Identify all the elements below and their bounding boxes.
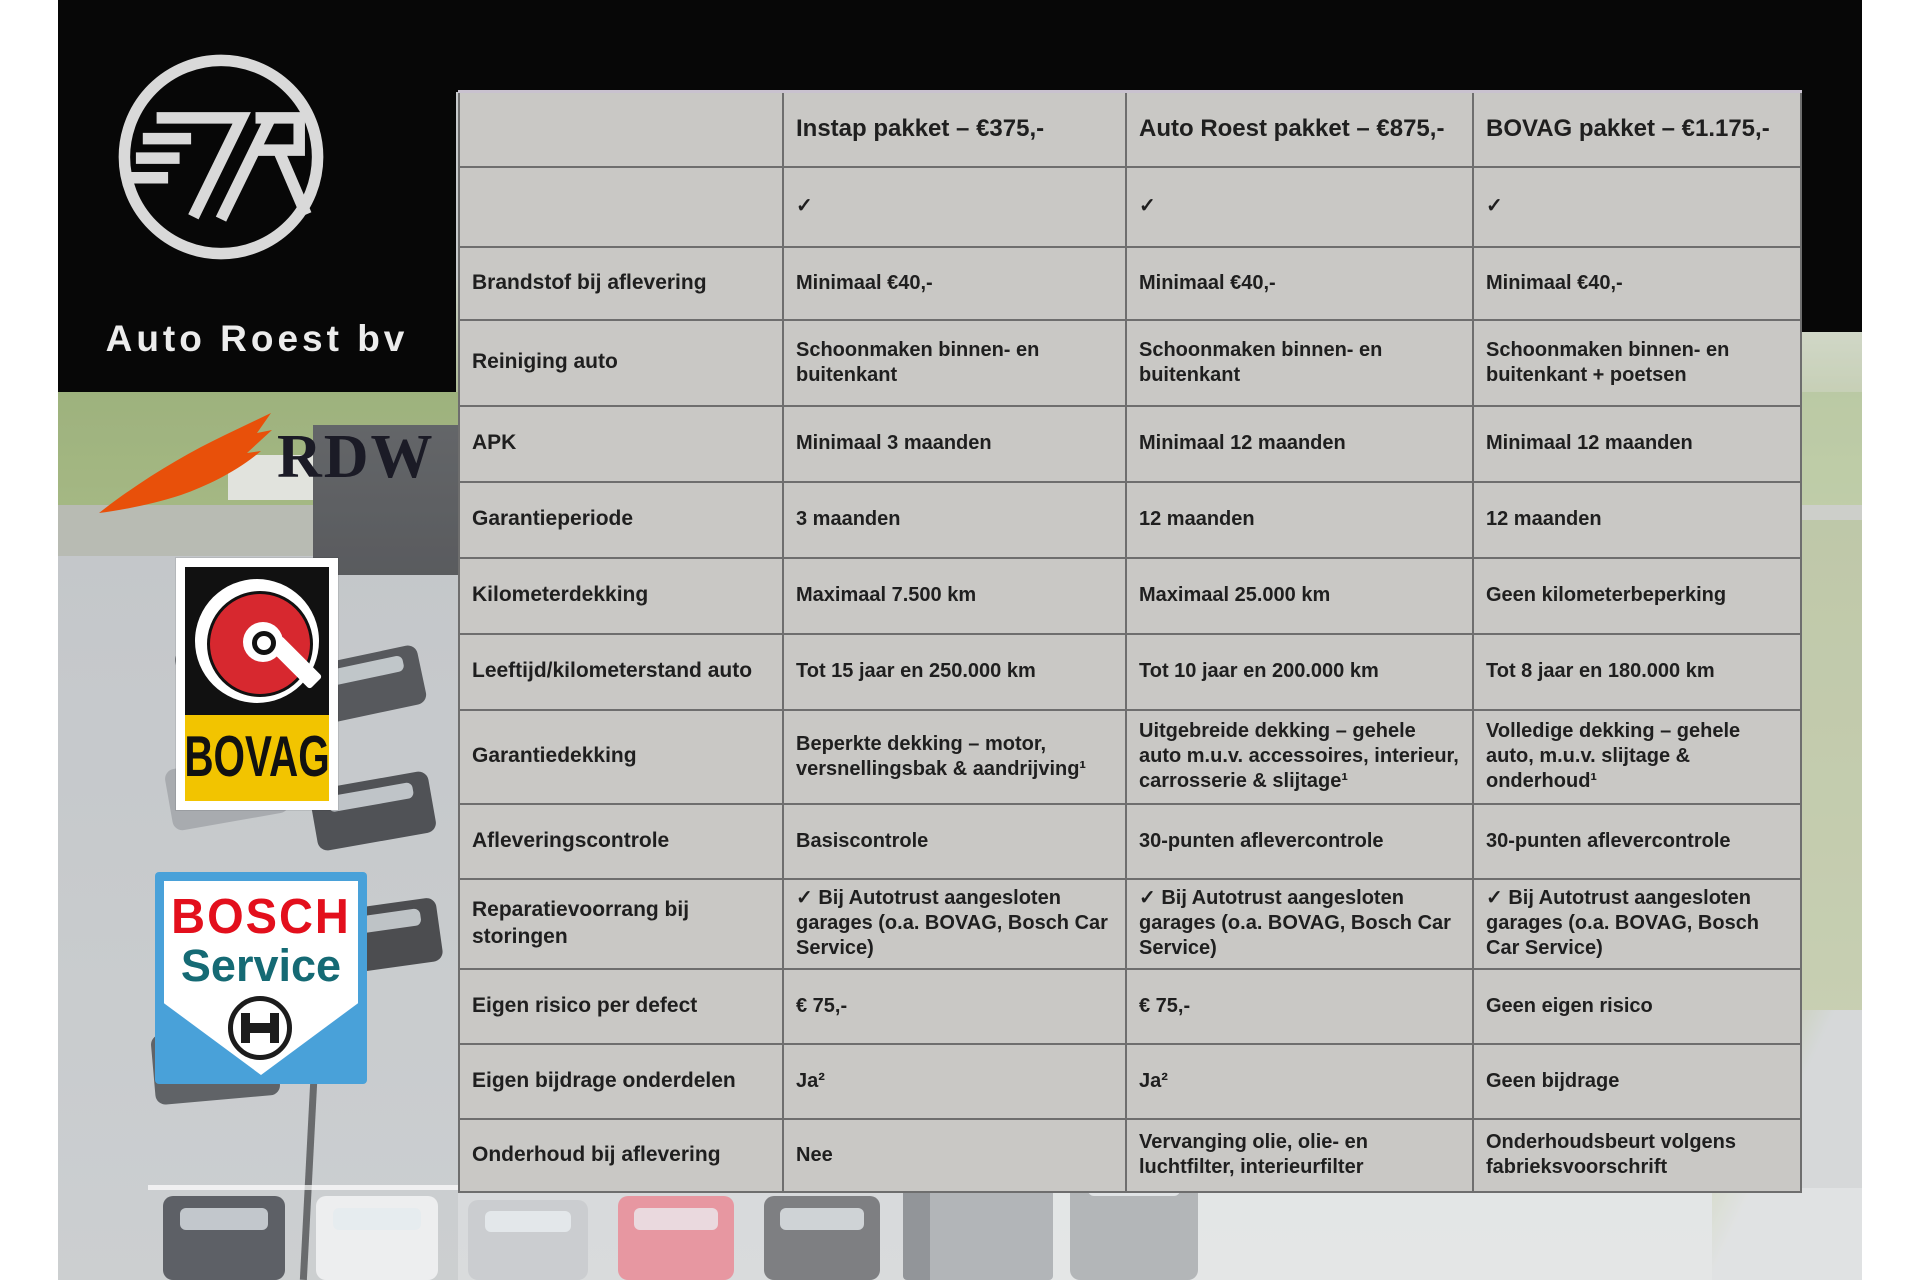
- cell: Minimaal €40,-: [1126, 247, 1473, 320]
- header-bovag-pakket: BOVAG pakket – €1.175,-: [1473, 92, 1801, 167]
- bovag-wordmark: BOVAG: [184, 725, 330, 790]
- row-label: Kilometerdekking: [459, 558, 783, 634]
- row-label: Garantieperiode: [459, 482, 783, 558]
- table-row-afleveringscontrole: [459, 804, 1801, 879]
- cell: Beperkte dekking – motor, versnellingsbak & aandrijving¹: [783, 710, 1126, 804]
- bosch-service-logo: [155, 872, 367, 1084]
- row-label: Garantiedekking: [459, 710, 783, 804]
- row-label: [459, 167, 783, 247]
- cell: Uitgebreide dekking – gehele auto m.u.v. accessoires, interieur, carrosserie & slijtage¹: [1126, 710, 1473, 804]
- cell: Tot 15 jaar en 250.000 km: [783, 634, 1126, 710]
- rdw-wing-icon: [95, 408, 280, 518]
- cell: 3 maanden: [783, 482, 1126, 558]
- cell: Volledige dekking – gehele auto, m.u.v. slijtage & onderhoud¹: [1473, 710, 1801, 804]
- cell: Ja²: [783, 1044, 1126, 1119]
- cell: Maximaal 7.500 km: [783, 558, 1126, 634]
- bosch-armature-icon: [228, 996, 292, 1060]
- cell: Minimaal €40,-: [1473, 247, 1801, 320]
- row-label: Leeftijd/kilometerstand auto: [459, 634, 783, 710]
- row-label: Afleveringscontrole: [459, 804, 783, 879]
- bovag-wrench-icon: [185, 567, 329, 715]
- table-row-included: [459, 167, 1801, 247]
- cell: 30-punten aflevercontrole: [1126, 804, 1473, 879]
- rdw-wordmark: RDW: [277, 423, 435, 491]
- table-row-eigen-bijdrage: [459, 1044, 1801, 1119]
- table-row-kilometerdekking: [459, 558, 1801, 634]
- table-row-eigen-risico: [459, 969, 1801, 1044]
- cell: Geen eigen risico: [1473, 969, 1801, 1044]
- checkmark-cell: ✓: [1126, 167, 1473, 247]
- table-header-row: [459, 92, 1801, 167]
- table-row-brandstof: [459, 247, 1801, 320]
- company-name: Auto Roest bv: [105, 318, 409, 359]
- auto-roest-logo-box: [58, 0, 456, 392]
- table-row-onderhoud: [459, 1119, 1801, 1192]
- cell: € 75,-: [1126, 969, 1473, 1044]
- cell: Tot 8 jaar en 180.000 km: [1473, 634, 1801, 710]
- table-row-apk: [459, 406, 1801, 482]
- table-row-leeftijd: [459, 634, 1801, 710]
- cell: Minimaal 12 maanden: [1126, 406, 1473, 482]
- cell: Geen kilometerbeperking: [1473, 558, 1801, 634]
- photo-wash-overlay: [458, 1188, 1862, 1280]
- cell: ✓ Bij Autotrust aangesloten garages (o.a. BOVAG, Bosch Car Service): [1126, 879, 1473, 969]
- cell: Minimaal €40,-: [783, 247, 1126, 320]
- cell: ✓ Bij Autotrust aangesloten garages (o.a. BOVAG, Bosch Car Service): [783, 879, 1126, 969]
- header-empty: [459, 92, 783, 167]
- row-label: APK: [459, 406, 783, 482]
- cell: Nee: [783, 1119, 1126, 1192]
- rdw-logo: [95, 408, 435, 518]
- bosch-service-wordmark: Service: [180, 940, 342, 991]
- auto-roest-monogram-icon: [106, 42, 336, 272]
- header-auto-roest-pakket: Auto Roest pakket – €875,-: [1126, 92, 1473, 167]
- table-row-reparatievoorrang: [459, 879, 1801, 969]
- cell: Schoonmaken binnen- en buitenkant + poetsen: [1473, 320, 1801, 406]
- cell: Maximaal 25.000 km: [1126, 558, 1473, 634]
- cell: 12 maanden: [1473, 482, 1801, 558]
- cell: Vervanging olie, olie- en luchtfilter, interieurfilter: [1126, 1119, 1473, 1192]
- checkmark-cell: ✓: [1473, 167, 1801, 247]
- bosch-wordmark: BOSCH: [171, 887, 351, 944]
- cell: Schoonmaken binnen- en buitenkant: [1126, 320, 1473, 406]
- checkmark-cell: ✓: [783, 167, 1126, 247]
- cell: Minimaal 3 maanden: [783, 406, 1126, 482]
- row-label: Reiniging auto: [459, 320, 783, 406]
- row-label: Brandstof bij aflevering: [459, 247, 783, 320]
- bovag-logo: [176, 558, 338, 810]
- bovag-banner: [185, 715, 329, 801]
- table-row-garantieperiode: [459, 482, 1801, 558]
- header-instap-pakket: Instap pakket – €375,-: [783, 92, 1126, 167]
- package-comparison-table: [458, 90, 1802, 1193]
- cell: Basiscontrole: [783, 804, 1126, 879]
- table-row-reiniging: [459, 320, 1801, 406]
- cell: 30-punten aflevercontrole: [1473, 804, 1801, 879]
- cell: Onderhoudsbeurt volgens fabrieksvoorschrift: [1473, 1119, 1801, 1192]
- cell: € 75,-: [783, 969, 1126, 1044]
- table-row-garantiedekking: [459, 710, 1801, 804]
- cell: Tot 10 jaar en 200.000 km: [1126, 634, 1473, 710]
- row-label: Eigen bijdrage onderdelen: [459, 1044, 783, 1119]
- row-label: Onderhoud bij aflevering: [459, 1119, 783, 1192]
- cell: 12 maanden: [1126, 482, 1473, 558]
- cell: Schoonmaken binnen- en buitenkant: [783, 320, 1126, 406]
- row-label: Reparatievoorrang bij storingen: [459, 879, 783, 969]
- cell: ✓ Bij Autotrust aangesloten garages (o.a. BOVAG, Bosch Car Service): [1473, 879, 1801, 969]
- row-label: Eigen risico per defect: [459, 969, 783, 1044]
- cell: Minimaal 12 maanden: [1473, 406, 1801, 482]
- cell: Geen bijdrage: [1473, 1044, 1801, 1119]
- top-right-black-block: [1800, 0, 1862, 332]
- cell: Ja²: [1126, 1044, 1473, 1119]
